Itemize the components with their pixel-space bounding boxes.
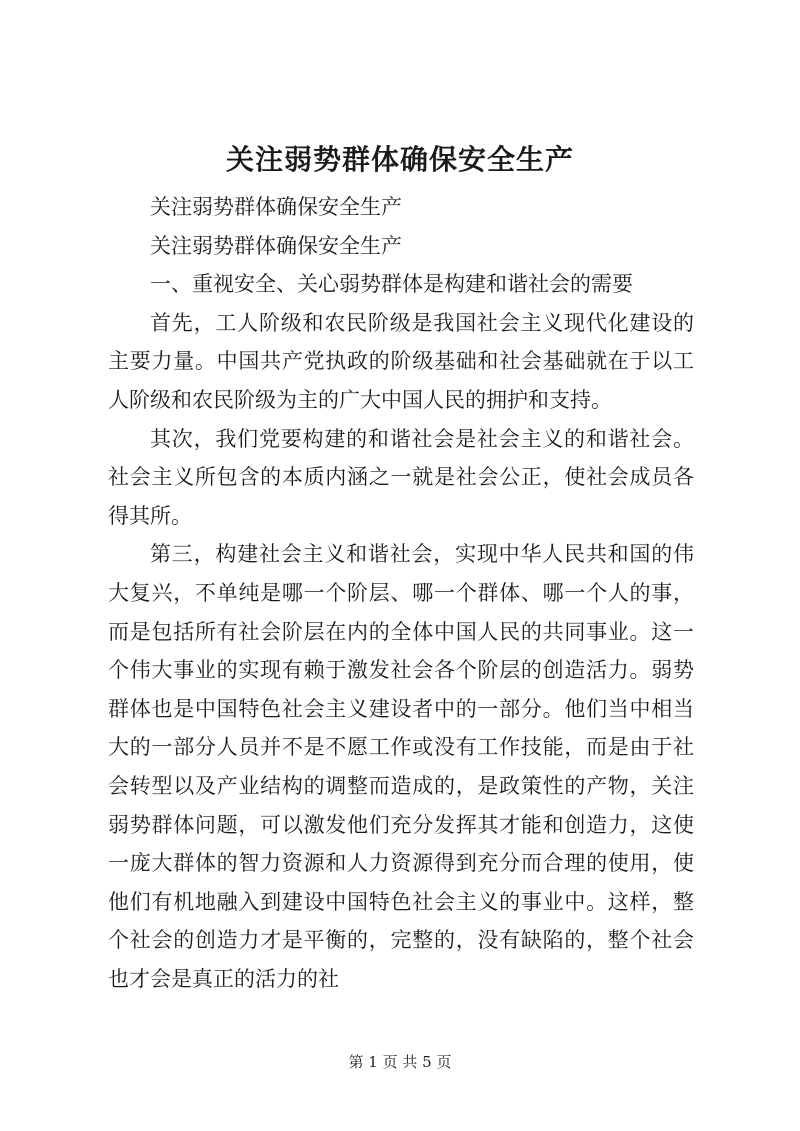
page-footer: 第 1 页 共 5 页 <box>348 1053 452 1071</box>
section-heading-1: 一、重视安全、关心弱势群体是构建和谐社会的需要 <box>150 272 633 297</box>
paragraph-subtitle-2: 关注弱势群体确保安全生产 <box>150 233 402 258</box>
paragraph-subtitle-1: 关注弱势群体确保安全生产 <box>150 195 402 219</box>
document-title: 关注弱势群体确保安全生产 <box>225 143 574 176</box>
paragraph-third: 第三，构建社会主义和谐社会，实现中华人民共和国的伟大复兴，不单纯是哪一个阶层、哪一个群体、哪一个人的事，而是包括所有社会阶层在内的全体中国人民的共同事业。这一个伟大事业的实现有赖于激发社会各个阶层的创造活力。弱势群体也是中国特色社会主义建设者中的一部分。他们当中相当大的一部分人员并不是不愿工作或没有工作技能，而是由于社会转型以及产业结构的调整而造成的，是政策性的产物，关注弱势群体问题，可以激发他们充分发挥其才能和创造力，这使一庞大群体的智力资源和人力资源得到充分而合理的使用，使他们有机地融入到建设中国特色社会主义的事业中。这样，整个社会的创造力才是平衡的，完整的，没有缺陷的，整个社会也才会是真正的活力的社 <box>108 542 694 991</box>
paragraph-second: 其次，我们党要构建的和谐社会是社会主义的和谐社会。社会主义所包含的本质内涵之一就是社会公正，使社会成员各得其所。 <box>108 426 694 528</box>
document-body <box>108 188 694 998</box>
paragraph-first: 首先，工人阶级和农民阶级是我国社会主义现代化建设的主要力量。中国共产党执政的阶级基础和社会基础就在于以工人阶级和农民阶级为主的广大中国人民的拥护和支持。 <box>108 310 694 412</box>
